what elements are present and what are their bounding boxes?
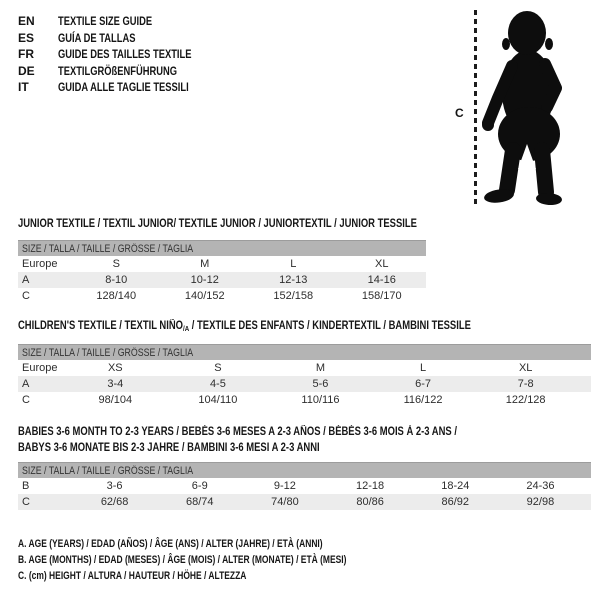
footnote-a [18, 536, 445, 552]
language-label: TEXTILGRÖßENFÜHRUNG [58, 63, 178, 78]
footnote-b [18, 552, 445, 568]
size-header-bar [18, 462, 591, 478]
language-label: TEXTILE SIZE GUIDE [58, 14, 153, 28]
size-cell: S [112, 258, 120, 270]
language-label: GUIDE DES TAILLES TEXTILE [58, 47, 192, 61]
babies-table-title [18, 424, 553, 456]
size-cell: XL [518, 362, 533, 374]
table-row [18, 288, 426, 304]
age-cell: 6-7 [415, 378, 432, 390]
size-cell: XL [375, 258, 389, 270]
age-cell: 24-36 [526, 480, 555, 492]
children-size-table [18, 344, 591, 408]
children-table-title-text [18, 318, 471, 337]
babies-table-title-line2: BABYS 3-6 MONATE BIS 2-3 JAHRE / BAMBINI 3-6 MESI A 2-3 ANNI [18, 442, 320, 454]
age-cell: 3-6 [106, 480, 123, 492]
size-header-bar [18, 240, 426, 256]
table-row [18, 376, 591, 392]
language-label: GUÍA DE TALLAS [58, 30, 136, 45]
height-cell: 74/80 [271, 496, 299, 508]
age-cell: 3-4 [107, 378, 124, 390]
height-cell: 92/98 [526, 496, 555, 508]
size-cell: XS [107, 362, 123, 374]
toddler-silhouette-icon [482, 4, 578, 208]
table-row [18, 494, 591, 510]
row-label: Europe [22, 258, 58, 270]
row-label: C [22, 290, 30, 302]
footnote-a-text: A. AGE (YEARS) / EDAD (AÑOS) / ÂGE (ANS) / ALTER (JAHRE) / ETÀ (ANNI) [18, 538, 323, 550]
table-row [18, 360, 591, 376]
children-table-title [18, 318, 570, 337]
table-row [18, 256, 426, 272]
junior-size-table [18, 240, 426, 304]
age-cell: 14-16 [367, 274, 396, 286]
height-cell: 104/110 [198, 394, 238, 406]
height-cell: 152/158 [273, 290, 314, 302]
size-header-bar [18, 344, 591, 360]
language-row-it [18, 79, 229, 96]
babies-size-table [18, 462, 591, 510]
title-part: CHILDREN'S TEXTILE / TEXTIL NIÑO [18, 320, 184, 332]
height-cell: 62/68 [100, 496, 129, 508]
height-cell: 128/140 [96, 290, 137, 302]
table-row [18, 392, 591, 408]
table-row [18, 272, 426, 288]
table-row [18, 478, 591, 494]
size-cell: S [214, 362, 222, 374]
size-header-text: SIZE / TALLA / TAILLE / GRÖSSE / TAGLIA [22, 346, 194, 359]
language-code: IT [18, 80, 29, 94]
height-cell: 80/86 [356, 496, 384, 508]
age-cell: 12-18 [356, 480, 385, 492]
size-header-text: SIZE / TALLA / TAILLE / GRÖSSE / TAGLIA [22, 242, 194, 255]
language-label: GUIDA ALLE TAGLIE TESSILI [58, 80, 189, 94]
junior-table-title-text: JUNIOR TEXTILE / TEXTIL JUNIOR/ TEXTILE JUNIOR / JUNIORTEXTIL / JUNIOR TESSILE [18, 218, 417, 230]
size-cell: M [315, 362, 326, 374]
age-cell: 9-12 [273, 480, 296, 492]
height-cell: 140/152 [184, 290, 225, 302]
height-cell: 110/116 [301, 394, 340, 406]
language-row-de [18, 63, 229, 80]
row-label: A [22, 274, 30, 286]
height-measure-dashed-line [474, 10, 477, 205]
footnotes [18, 536, 445, 584]
junior-table-title [18, 216, 504, 232]
height-cell: 98/104 [98, 394, 133, 406]
language-row-en [18, 13, 229, 30]
height-cell: 86/92 [441, 496, 470, 508]
age-cell: 6-9 [191, 480, 208, 492]
babies-table-title-line1: BABIES 3-6 MONTH TO 2-3 YEARS / BEBÉS 3-6 MESES A 2-3 AÑOS / BÉBÉS 3-6 MOIS À 2-3 ANS / [18, 426, 457, 438]
footnote-b-text: B. AGE (MONTHS) / EDAD (MESES) / ÂGE (MOIS) / ALTER (MONATE) / ETÀ (MESI) [18, 554, 347, 566]
age-cell: 8-10 [105, 274, 128, 286]
language-code: DE [18, 63, 35, 78]
row-label: C [22, 394, 30, 406]
size-cell: M [200, 258, 210, 270]
language-code: ES [18, 30, 35, 45]
age-cell: 12-13 [279, 274, 308, 286]
language-row-fr [18, 46, 229, 63]
row-label: Europe [22, 362, 58, 374]
size-cell: L [420, 362, 427, 374]
language-row-es [18, 30, 229, 47]
size-cell: L [290, 258, 297, 270]
title-part: / TEXTILE DES ENFANTS / KINDERTEXTIL / BAMBINI TESSILE [189, 320, 471, 332]
age-cell: 18-24 [441, 480, 470, 492]
footnote-c [18, 568, 445, 584]
height-cell: 122/128 [505, 394, 546, 406]
language-list [18, 13, 229, 96]
height-cell: 158/170 [361, 290, 402, 302]
language-code: EN [18, 14, 35, 28]
age-cell: 4-5 [209, 378, 226, 390]
height-measure-label: C [455, 106, 464, 120]
age-cell: 7-8 [517, 378, 534, 390]
size-header-text: SIZE / TALLA / TAILLE / GRÖSSE / TAGLIA [22, 464, 194, 477]
row-label: B [22, 480, 30, 492]
row-label: C [22, 496, 30, 508]
language-code: FR [18, 47, 34, 61]
footnote-c-text: C. (cm) HEIGHT / ALTURA / HAUTEUR / HÖHE / ALTEZZA [18, 570, 247, 582]
row-label: A [22, 378, 30, 390]
title-subscript: /A [183, 324, 190, 333]
height-cell: 68/74 [185, 496, 214, 508]
age-cell: 10-12 [190, 274, 219, 286]
height-cell: 116/122 [403, 394, 443, 406]
age-cell: 5-6 [312, 378, 329, 390]
